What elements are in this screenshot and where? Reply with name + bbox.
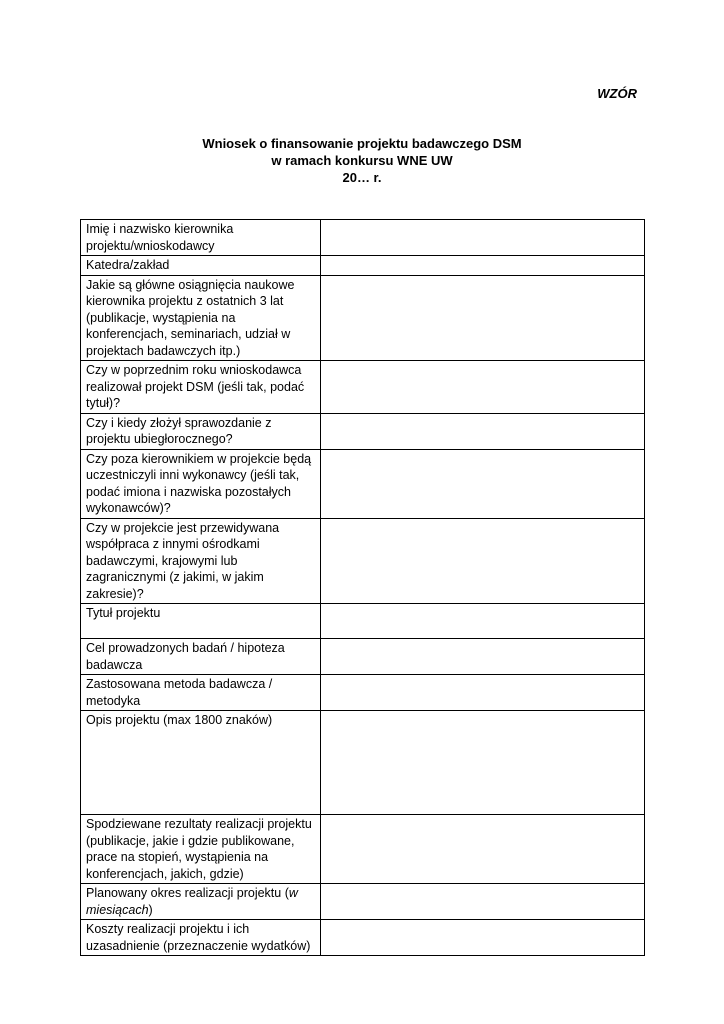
table-row xyxy=(81,413,645,449)
row-value-project-description[interactable] xyxy=(321,711,645,815)
row-value-duration[interactable] xyxy=(321,884,645,920)
table-row xyxy=(81,518,645,604)
row-label-project-title: Tytuł projektu xyxy=(81,604,321,639)
row-value-cooperation[interactable] xyxy=(321,518,645,604)
template-mark: WZÓR xyxy=(597,86,637,101)
table-row xyxy=(81,920,645,956)
table-row xyxy=(81,639,645,675)
row-value-project-title[interactable] xyxy=(321,604,645,639)
row-value-expected-results[interactable] xyxy=(321,815,645,884)
row-label-duration xyxy=(81,884,321,920)
row-label-previous-project: Czy w poprzednim roku wnioskodawca realizował projekt DSM (jeśli tak, podać tytuł)? xyxy=(81,361,321,414)
row-label-achievements: Jakie są główne osiągnięcia naukowe kierownika projektu z ostatnich 3 lat (publikacje, wystąpienia na konferencjach, seminariach, udział w projektach badawczych itp.) xyxy=(81,275,321,361)
duration-label-suffix: ) xyxy=(148,902,153,917)
table-row xyxy=(81,256,645,276)
table-row xyxy=(81,275,645,361)
row-label-project-description: Opis projektu (max 1800 znaków) xyxy=(81,711,321,815)
table-row xyxy=(81,449,645,518)
row-value-report[interactable] xyxy=(321,413,645,449)
title-line-2: w ramach konkursu WNE UW xyxy=(271,153,453,168)
row-label-expected-results: Spodziewane rezultaty realizacji projektu (publikacje, jakie i gdzie publikowane, prace na stopień, wystąpienia na konferencjach, jakich, gdzie) xyxy=(81,815,321,884)
table-row xyxy=(81,220,645,256)
row-label-other-participants: Czy poza kierownikiem w projekcie będą uczestniczyli inni wykonawcy (jeśli tak, podać imiona i nazwiska pozostałych wykonawców)? xyxy=(81,449,321,518)
row-value-achievements[interactable] xyxy=(321,275,645,361)
table-row xyxy=(81,815,645,884)
row-value-department[interactable] xyxy=(321,256,645,276)
row-label-applicant-name: Imię i nazwisko kierownika projektu/wnioskodawcy xyxy=(81,220,321,256)
table-row xyxy=(81,361,645,414)
document-title xyxy=(0,135,724,186)
application-form-table xyxy=(80,219,645,956)
row-label-methodology: Zastosowana metoda badawcza / metodyka xyxy=(81,675,321,711)
table-row xyxy=(81,604,645,639)
row-value-other-participants[interactable] xyxy=(321,449,645,518)
row-label-report: Czy i kiedy złożył sprawozdanie z projektu ubiegłorocznego? xyxy=(81,413,321,449)
row-value-previous-project[interactable] xyxy=(321,361,645,414)
title-line-3: 20… r. xyxy=(342,170,382,185)
row-label-cooperation: Czy w projekcie jest przewidywana współpraca z innymi ośrodkami badawczymi, krajowymi lub zagranicznymi (z jakimi, w jakim zakresie)? xyxy=(81,518,321,604)
row-value-applicant-name[interactable] xyxy=(321,220,645,256)
row-value-research-goal[interactable] xyxy=(321,639,645,675)
table-row xyxy=(81,884,645,920)
row-label-research-goal: Cel prowadzonych badań / hipoteza badawcza xyxy=(81,639,321,675)
row-label-department: Katedra/zakład xyxy=(81,256,321,276)
table-row xyxy=(81,711,645,815)
row-value-costs[interactable] xyxy=(321,920,645,956)
duration-label-prefix: Planowany okres realizacji projektu ( xyxy=(86,886,289,900)
row-label-costs: Koszty realizacji projektu i ich uzasadnienie (przeznaczenie wydatków) xyxy=(81,920,321,956)
duration-label-italic: w miesiącach xyxy=(86,886,298,917)
title-line-1: Wniosek o finansowanie projektu badawczego DSM xyxy=(202,136,522,151)
row-value-methodology[interactable] xyxy=(321,675,645,711)
table-row xyxy=(81,675,645,711)
